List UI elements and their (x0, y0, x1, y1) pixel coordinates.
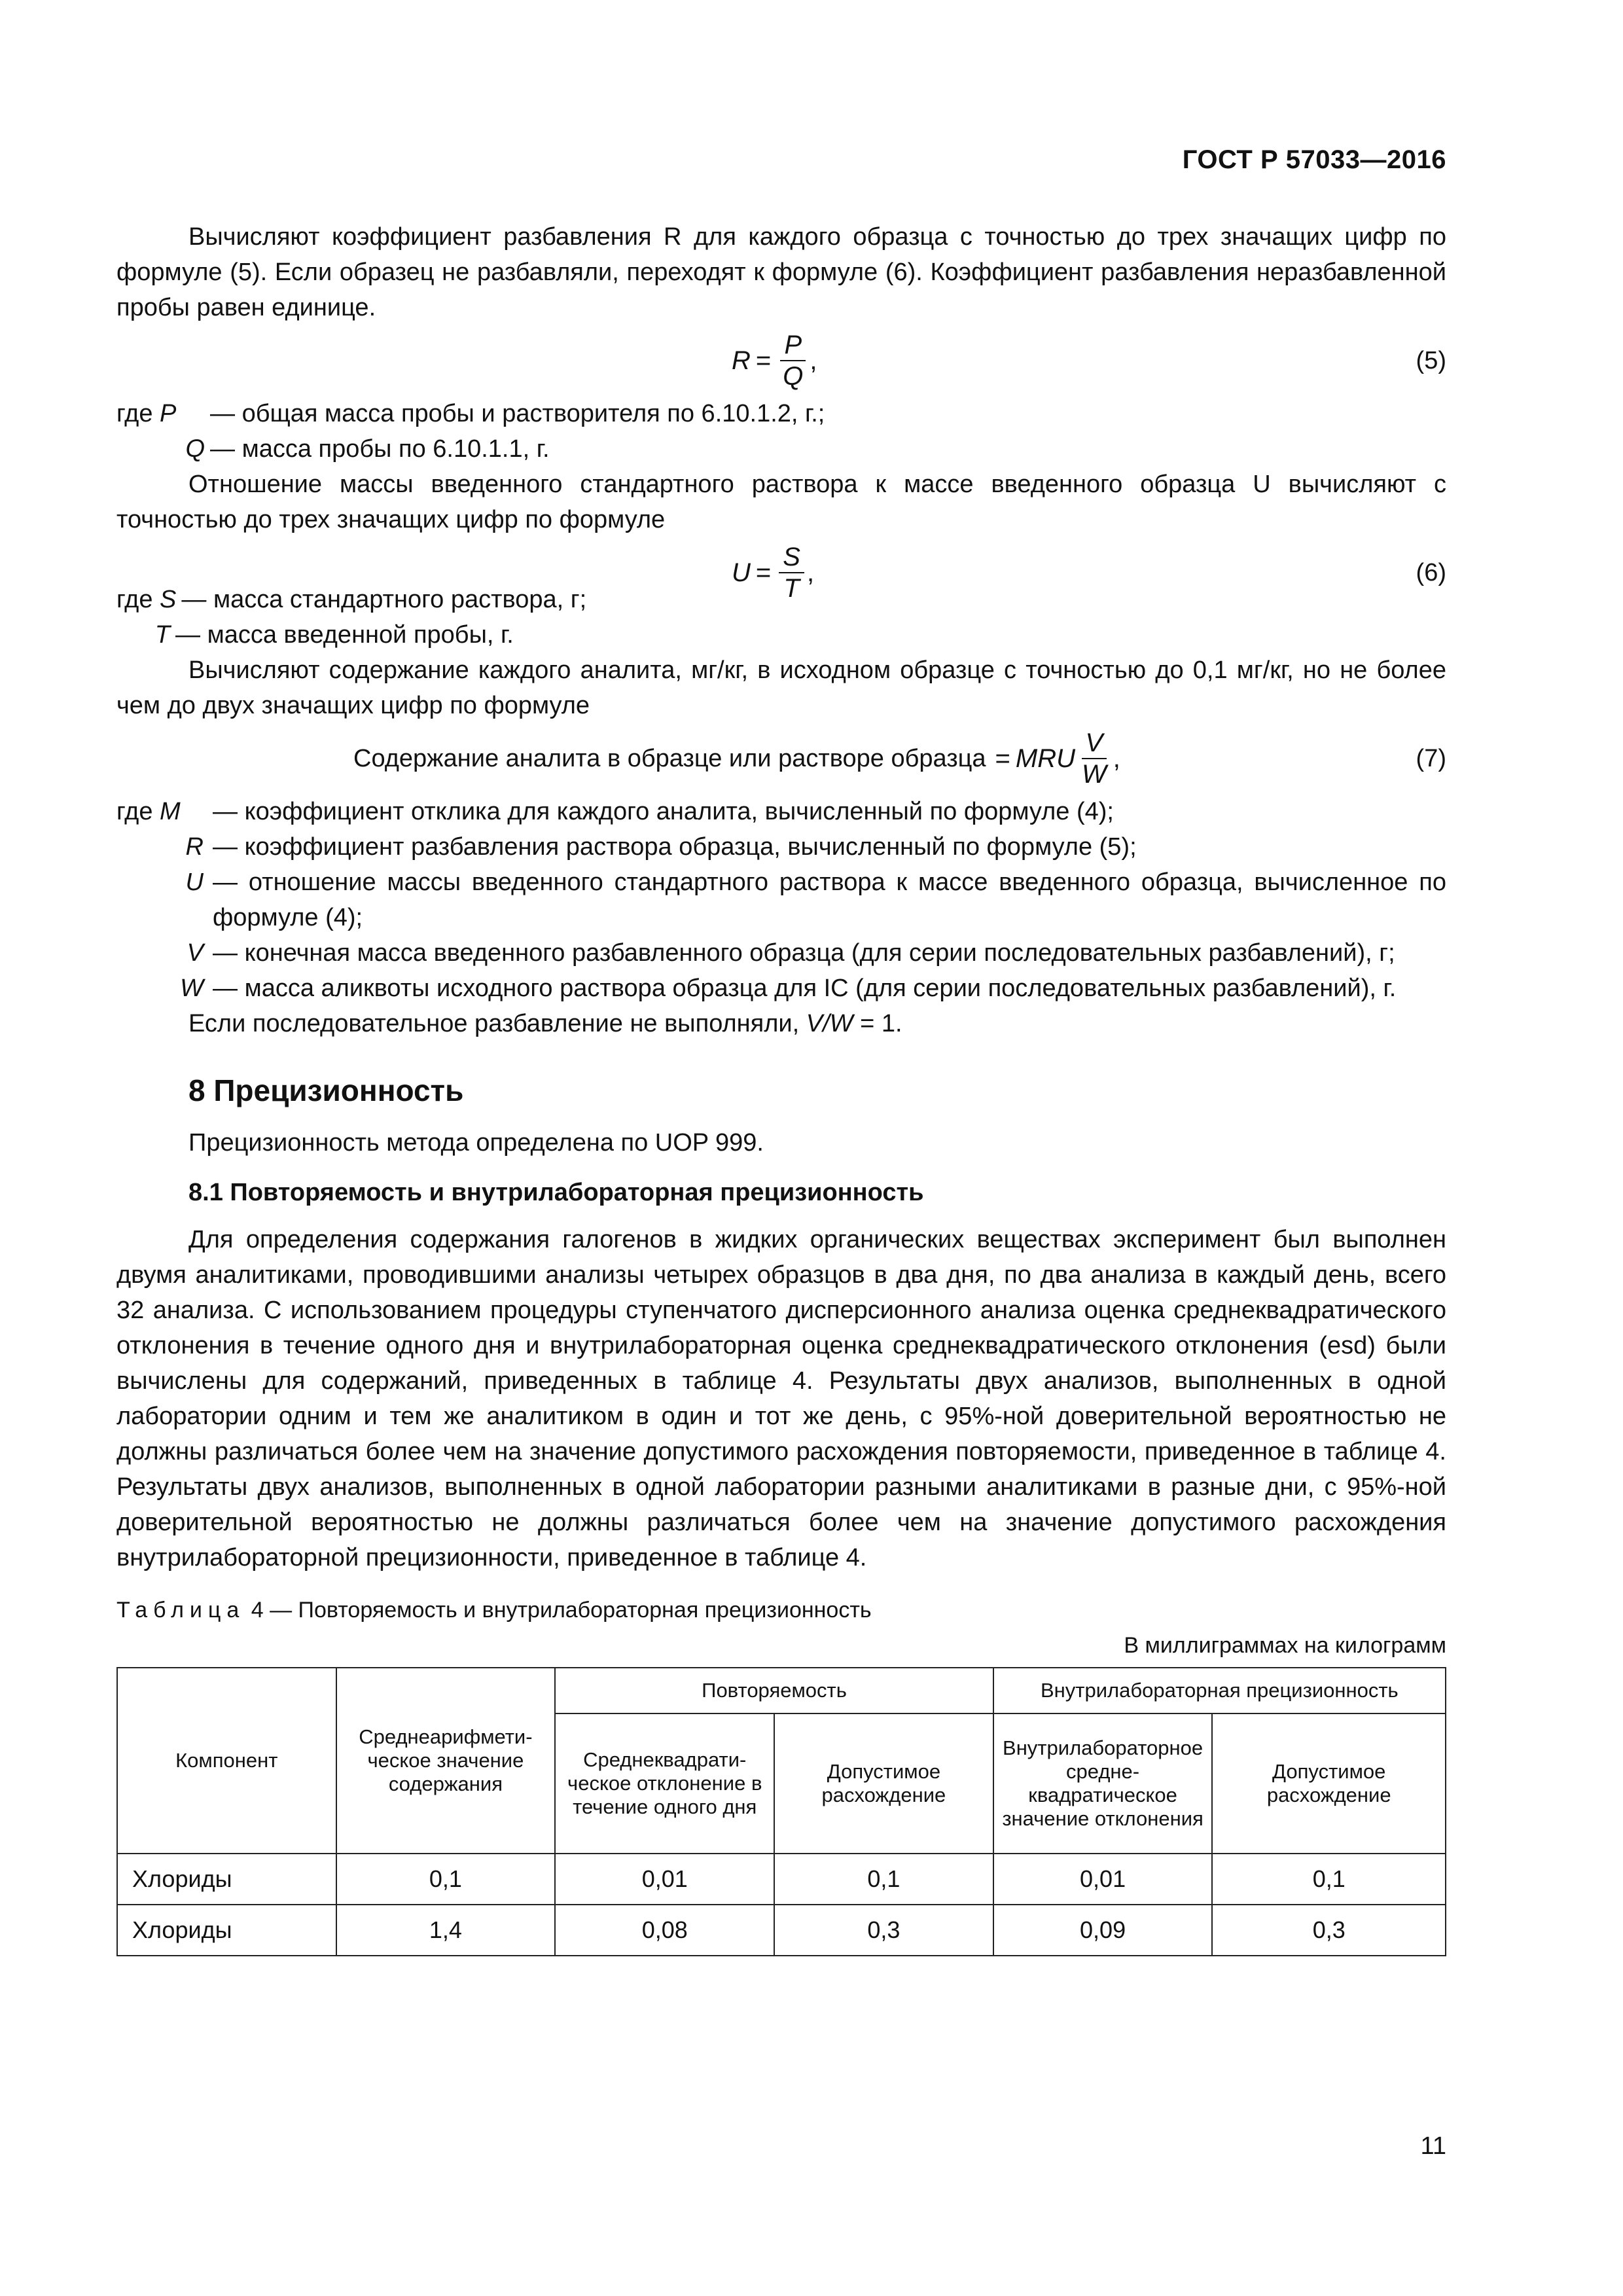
where-list-5 (116, 396, 1446, 467)
where-symbol: Q (185, 435, 205, 463)
formula-eq: = (995, 744, 1010, 773)
cell-intralab-sd: 0,01 (993, 1854, 1213, 1905)
where-item (116, 829, 1446, 865)
formula-body (732, 537, 814, 608)
cell-repeat-allowed: 0,3 (774, 1905, 993, 1956)
where-symbol: V (187, 939, 204, 967)
where-text: — масса введенной пробы, г. (175, 621, 514, 649)
header-component: Компонент (117, 1668, 336, 1854)
formula-lhs: Содержание аналита в образце или растворе образца (353, 745, 986, 772)
where-symbol: U (185, 869, 204, 896)
cell-mean: 1,4 (336, 1905, 556, 1956)
table-row (117, 1905, 1446, 1956)
formula-body (732, 325, 817, 396)
cell-intralab-sd: 0,09 (993, 1905, 1213, 1956)
where-item (116, 396, 1446, 431)
fraction-denominator: T (783, 574, 800, 603)
cell-intralab-allowed: 0,3 (1212, 1905, 1446, 1956)
paragraph-serial-dilution: Если последовательное разбавление не выполняли, V/W = 1. (188, 1010, 902, 1037)
header-repeatability: Повторяемость (555, 1668, 993, 1713)
formula-number: (6) (1416, 559, 1446, 586)
fraction-denominator: W (1082, 760, 1107, 789)
where-item (116, 617, 1446, 653)
cell-repeat-allowed: 0,1 (774, 1854, 993, 1905)
where-symbol: W (180, 975, 204, 1002)
paragraph-analyte-content (116, 653, 1446, 723)
fraction-numerator: S (779, 542, 804, 573)
formula-eq: = (755, 346, 772, 375)
table-caption: Таблица 4 — Повторяемость и внутрилабораторная прецизионность (116, 1598, 872, 1623)
where-item (116, 971, 1446, 1006)
fraction-numerator: P (780, 330, 806, 361)
where-item (116, 794, 1446, 829)
formula-fraction (1078, 728, 1111, 789)
paragraph-dilution-coefficient (116, 219, 1446, 325)
paragraph-text: Отношение массы введенного стандартного раствора к массе введенного образца U вычисляют с точностью до трех значащих цифр по формуле (116, 471, 1446, 533)
formula-comma: , (810, 346, 817, 375)
page-content (116, 219, 1446, 1956)
where-list-7 (116, 794, 1446, 1006)
formula-lhs: R (732, 346, 751, 375)
cell-component: Хлориды (117, 1854, 336, 1905)
formula-product: MRU (1015, 744, 1075, 773)
fraction-numerator: V (1082, 728, 1107, 759)
cell-mean: 0,1 (336, 1854, 556, 1905)
where-symbol: T (154, 621, 170, 649)
where-text: — масса аликвоты исходного раствора образца для IC (для серии последовательных разбавлений), г. (213, 975, 1397, 1002)
header-repeat-sd: Среднеквадратическое отклонение в течение одного дня (555, 1713, 774, 1854)
where-text: — конечная масса введенного разбавленного образца (для серии последовательных разбавлений), г; (213, 939, 1395, 967)
cell-intralab-allowed: 0,1 (1212, 1854, 1446, 1905)
standard-code: ГОСТ Р 57033—2016 (1182, 145, 1446, 174)
formula-fraction (779, 330, 807, 391)
subsection-heading-repeatability: 8.1 Повторяемость и внутрилабораторная прецизионность (188, 1179, 924, 1206)
where-item (116, 935, 1446, 971)
formula-number: (5) (1416, 347, 1446, 374)
where-text: — масса стандартного раствора, г; (181, 586, 587, 613)
cell-repeat-sd: 0,01 (555, 1854, 774, 1905)
formula-comma: , (806, 558, 815, 587)
paragraph-text: Вычисляют коэффициент разбавления R для каждого образца с точностью до трех значащих цифр по формуле (5). Если образец не разбавляли, переходят к формуле (6). Коэффициент разбавления неразбавленной пробы равен единице. (116, 223, 1446, 321)
header-intralab-sd: Внутрилабораторное среднеквадратическое значение отклонения (993, 1713, 1213, 1854)
where-text: — общая масса пробы и растворителя по 6.10.1.2, г.; (210, 400, 825, 427)
header-mean: Среднеарифметическое значение содержания (336, 1668, 556, 1854)
table-row (117, 1854, 1446, 1905)
paragraph-precision-intro: Прецизионность метода определена по UOP 999. (188, 1129, 764, 1157)
formula-body (353, 723, 1120, 794)
fraction-denominator: Q (783, 362, 804, 391)
where-symbol: где P (116, 400, 177, 427)
precision-table (116, 1667, 1446, 1956)
paragraph-ratio (116, 467, 1446, 537)
where-item (116, 431, 1446, 467)
where-text: — коэффициент разбавления раствора образца, вычисленный по формуле (5); (213, 833, 1137, 861)
page-number: 11 (1420, 2132, 1446, 2160)
formula-comma: , (1113, 744, 1120, 773)
where-symbol: где M (116, 798, 181, 825)
formula-lhs: U (732, 558, 751, 587)
where-text: — коэффициент отклика для каждого аналита, вычисленный по формуле (4); (213, 798, 1114, 825)
table-units: В миллиграммах на килограмм (1124, 1633, 1446, 1658)
formula-5 (116, 325, 1446, 396)
cell-repeat-sd: 0,08 (555, 1905, 774, 1956)
formula-number: (7) (1416, 745, 1446, 772)
where-symbol: где S (116, 586, 177, 613)
paragraph-text: Вычисляют содержание каждого аналита, мг/кг, в исходном образце с точностью до 0,1 мг/кг, но не более чем до двух значащих цифр по формуле (116, 656, 1446, 719)
cell-component: Хлориды (117, 1905, 336, 1956)
header-repeat-allowed: Допустимое расхождение (774, 1713, 993, 1854)
formula-fraction (779, 542, 804, 603)
header-intralab: Внутрилабораторная прецизионность (993, 1668, 1446, 1713)
paragraph-repeatability: Для определения содержания галогенов в жидких органических веществах эксперимент был выполнен двумя аналитиками, проводившими анализы четырех образцов в два дня, по два анализа в каждый день, всего 32 анализа. С использованием процедуры ступенчатого дисперсионного анализа оценка среднеквадратического отклонения в течение одного дня и внутрилабораторная оценка среднеквадратического отклонения (esd) были вычислены для содержаний, приведенных в таблице 4. Результаты двух анализов, выполненных в одной лаборатории одним и тем же аналитиком в один и тот же день, с 95%-ной доверительной вероятностью не должны различаться более чем на значение допустимого расхождения повторяемости, приведенное в таблице 4. Результаты двух анализов, выполненных в одной лаборатории разными аналитиками в разные дни, с 95%-ной доверительной вероятностью не должны различаться более чем на значение допустимого расхождения внутрилабораторной прецизионности, приведенное в таблице 4. (116, 1226, 1446, 1571)
where-text: — отношение массы введенного стандартного раствора к массе введенного образца, вычисленное по формуле (4); (213, 869, 1446, 931)
formula-6 (116, 537, 1446, 608)
where-item (116, 865, 1446, 935)
section-heading-precision: 8 Прецизионность (188, 1073, 464, 1107)
formula-7 (116, 723, 1446, 794)
formula-eq: = (755, 558, 772, 587)
where-symbol: R (185, 833, 204, 861)
where-text: — масса пробы по 6.10.1.1, г. (210, 435, 550, 463)
header-intralab-allowed: Допустимое расхождение (1212, 1713, 1446, 1854)
